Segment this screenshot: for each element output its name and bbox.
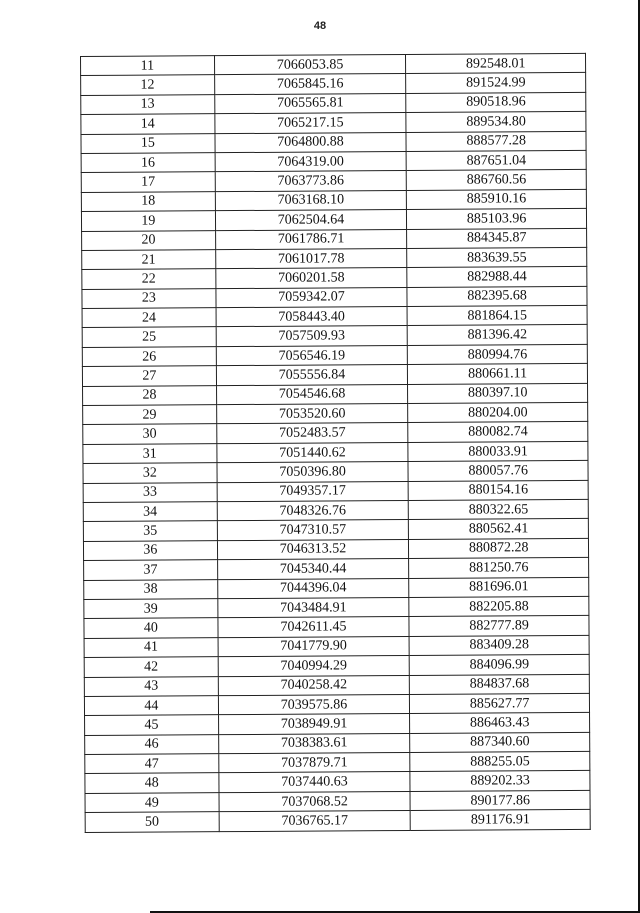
point-number-cell: 44 — [84, 696, 218, 716]
y-coordinate-cell: 888255.05 — [410, 751, 590, 771]
y-coordinate-cell: 880204.00 — [408, 402, 588, 422]
coordinates-table — [80, 53, 591, 833]
y-coordinate-cell: 881864.15 — [407, 305, 587, 325]
point-number-cell: 36 — [83, 540, 217, 560]
point-number-cell: 21 — [82, 250, 216, 270]
y-coordinate-cell: 886760.56 — [407, 170, 587, 190]
y-coordinate-cell: 884345.87 — [407, 228, 587, 248]
point-number-cell: 48 — [85, 773, 219, 793]
point-number-cell: 45 — [85, 715, 219, 735]
point-number-cell: 50 — [85, 812, 219, 832]
point-number-cell: 16 — [81, 153, 215, 173]
point-number-cell: 49 — [85, 793, 219, 813]
y-coordinate-cell: 890177.86 — [410, 790, 590, 810]
point-number-cell: 11 — [81, 56, 215, 76]
x-coordinate-cell: 7064319.00 — [215, 151, 407, 172]
y-coordinate-cell: 889202.33 — [410, 771, 590, 791]
x-coordinate-cell: 7042611.45 — [218, 617, 410, 638]
x-coordinate-cell: 7046313.52 — [217, 539, 409, 560]
x-coordinate-cell: 7055556.84 — [216, 365, 408, 386]
point-number-cell: 40 — [84, 618, 218, 638]
y-coordinate-cell: 883409.28 — [409, 635, 589, 655]
y-coordinate-cell: 882395.68 — [407, 286, 587, 306]
table-row — [85, 810, 590, 832]
x-coordinate-cell: 7040994.29 — [218, 656, 410, 677]
y-coordinate-cell: 885910.16 — [407, 189, 587, 209]
x-coordinate-cell: 7057509.93 — [216, 326, 408, 347]
y-coordinate-cell: 885103.96 — [407, 209, 587, 229]
y-coordinate-cell: 880661.11 — [408, 364, 588, 384]
y-coordinate-cell: 890518.96 — [406, 92, 586, 112]
point-number-cell: 12 — [81, 75, 215, 95]
y-coordinate-cell: 892548.01 — [406, 53, 586, 73]
y-coordinate-cell: 881696.01 — [409, 577, 589, 597]
y-coordinate-cell: 882988.44 — [407, 267, 587, 287]
x-coordinate-cell: 7053520.60 — [216, 404, 408, 425]
x-coordinate-cell: 7064800.88 — [215, 132, 407, 153]
x-coordinate-cell: 7051440.62 — [217, 442, 409, 463]
point-number-cell: 29 — [83, 405, 217, 425]
x-coordinate-cell: 7052483.57 — [216, 423, 408, 444]
coordinates-table-body — [81, 53, 591, 832]
y-coordinate-cell: 880082.74 — [408, 422, 588, 442]
y-coordinate-cell: 880322.65 — [409, 499, 589, 519]
y-coordinate-cell: 880872.28 — [409, 538, 589, 558]
x-coordinate-cell: 7043484.91 — [218, 597, 410, 618]
point-number-cell: 20 — [82, 230, 216, 250]
x-coordinate-cell: 7056546.19 — [216, 345, 408, 366]
x-coordinate-cell: 7062504.64 — [215, 210, 407, 231]
x-coordinate-cell: 7037440.63 — [219, 772, 411, 793]
point-number-cell: 31 — [83, 443, 217, 463]
x-coordinate-cell: 7041779.90 — [218, 636, 410, 657]
y-coordinate-cell: 880057.76 — [408, 461, 588, 481]
page-number: 48 — [313, 20, 327, 32]
y-coordinate-cell: 889534.80 — [406, 112, 586, 132]
y-coordinate-cell: 887651.04 — [406, 150, 586, 170]
point-number-cell: 41 — [84, 637, 218, 657]
point-number-cell: 18 — [81, 191, 215, 211]
y-coordinate-cell: 880994.76 — [408, 344, 588, 364]
y-coordinate-cell: 880562.41 — [409, 519, 589, 539]
point-number-cell: 46 — [85, 734, 219, 754]
x-coordinate-cell: 7065845.16 — [214, 74, 406, 95]
x-coordinate-cell: 7039575.86 — [218, 694, 410, 715]
point-number-cell: 23 — [82, 288, 216, 308]
point-number-cell: 28 — [83, 385, 217, 405]
x-coordinate-cell: 7049357.17 — [217, 481, 409, 502]
x-coordinate-cell: 7065217.15 — [215, 113, 407, 134]
x-coordinate-cell: 7063168.10 — [215, 190, 407, 211]
y-coordinate-cell: 888577.28 — [406, 131, 586, 151]
point-number-cell: 43 — [84, 676, 218, 696]
y-coordinate-cell: 886463.43 — [410, 713, 590, 733]
x-coordinate-cell: 7050396.80 — [217, 462, 409, 483]
point-number-cell: 32 — [83, 463, 217, 483]
x-coordinate-cell: 7037068.52 — [219, 791, 411, 812]
point-number-cell: 19 — [81, 211, 215, 231]
x-coordinate-cell: 7058443.40 — [216, 307, 408, 328]
point-number-cell: 47 — [85, 754, 219, 774]
x-coordinate-cell: 7066053.85 — [214, 55, 406, 76]
point-number-cell: 22 — [82, 269, 216, 289]
y-coordinate-cell: 881250.76 — [409, 558, 589, 578]
point-number-cell: 17 — [81, 172, 215, 192]
x-coordinate-cell: 7054546.68 — [216, 384, 408, 405]
point-number-cell: 27 — [82, 366, 216, 386]
point-number-cell: 33 — [83, 482, 217, 502]
x-coordinate-cell: 7044396.04 — [217, 578, 409, 599]
x-coordinate-cell: 7038949.91 — [218, 714, 410, 735]
x-coordinate-cell: 7060201.58 — [215, 268, 407, 289]
x-coordinate-cell: 7063773.86 — [215, 171, 407, 192]
point-number-cell: 39 — [84, 599, 218, 619]
y-coordinate-cell: 884837.68 — [410, 674, 590, 694]
point-number-cell: 37 — [84, 560, 218, 580]
point-number-cell: 42 — [84, 657, 218, 677]
x-coordinate-cell: 7061786.71 — [215, 229, 407, 250]
y-coordinate-cell: 880033.91 — [408, 441, 588, 461]
point-number-cell: 30 — [83, 424, 217, 444]
point-number-cell: 34 — [83, 502, 217, 522]
point-number-cell: 14 — [81, 114, 215, 134]
point-number-cell: 24 — [82, 308, 216, 328]
x-coordinate-cell: 7038383.61 — [218, 733, 410, 754]
x-coordinate-cell: 7045340.44 — [217, 559, 409, 580]
y-coordinate-cell: 882777.89 — [409, 616, 589, 636]
y-coordinate-cell: 880154.16 — [408, 480, 588, 500]
y-coordinate-cell: 891524.99 — [406, 73, 586, 93]
point-number-cell: 25 — [82, 327, 216, 347]
y-coordinate-cell: 884096.99 — [409, 655, 589, 675]
x-coordinate-cell: 7040258.42 — [218, 675, 410, 696]
x-coordinate-cell: 7065565.81 — [214, 93, 406, 114]
y-coordinate-cell: 882205.88 — [409, 596, 589, 616]
x-coordinate-cell: 7036765.17 — [219, 811, 411, 832]
point-number-cell: 26 — [82, 347, 216, 367]
y-coordinate-cell: 883639.55 — [407, 247, 587, 267]
x-coordinate-cell: 7061017.78 — [215, 248, 407, 269]
y-coordinate-cell: 891176.91 — [410, 810, 590, 830]
y-coordinate-cell: 880397.10 — [408, 383, 588, 403]
x-coordinate-cell: 7048326.76 — [217, 500, 409, 521]
point-number-cell: 15 — [81, 133, 215, 153]
x-coordinate-cell: 7037879.71 — [218, 753, 410, 774]
y-coordinate-cell: 885627.77 — [410, 693, 590, 713]
x-coordinate-cell: 7059342.07 — [216, 287, 408, 308]
point-number-cell: 13 — [81, 94, 215, 114]
y-coordinate-cell: 881396.42 — [407, 325, 587, 345]
point-number-cell: 38 — [84, 579, 218, 599]
point-number-cell: 35 — [83, 521, 217, 541]
x-coordinate-cell: 7047310.57 — [217, 520, 409, 541]
y-coordinate-cell: 887340.60 — [410, 732, 590, 752]
